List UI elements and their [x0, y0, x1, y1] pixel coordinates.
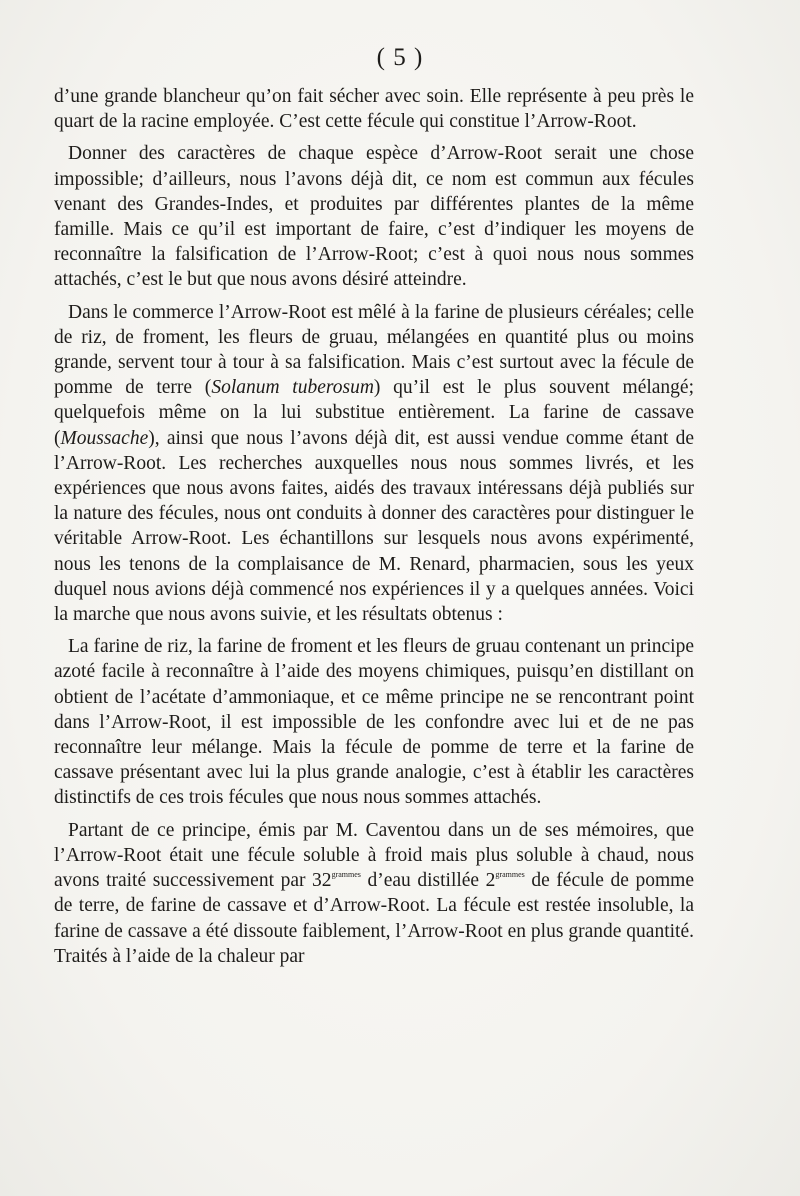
italic-term-moussache: Moussache	[60, 427, 149, 449]
paragraph-3-part-2: ) qu’il est le plus souvent mélangé; quelquefois même on la lui substitue entièrement. La farine de cassave (	[54, 377, 694, 449]
paragraph-3-part-3: ), ainsi que nous l’avons déjà dit, est aussi vendue comme étant de l’Arrow-Root. Les recherches auxquelles nous nous sommes livrés, et les expériences que nous avons faites, aidés des travaux intéressans déjà publiés sur la nature des fécules, nous ont conduits à donner des caractères pour distinguer le véritable Arrow-Root. Les échantillons sur lesquels nous avons expérimenté, nous les tenons de la complaisance de M. Renard, pharmacien, sous les yeux duquel nous avions déjà commencé nos expériences il y a quelques années. Voici la marche que nous avons suivie, et les résultats obtenus :	[54, 427, 694, 626]
paragraph-1: d’une grande blancheur qu’on fait sécher avec soin. Elle représente à peu près le quart de la racine employée. C’est cette fécule qui constitue l’Arrow-Root.	[54, 86, 694, 133]
paragraph-2: Donner des caractères de chaque espèce d’Arrow-Root serait une chose impossible; d’ailleurs, nous l’avons déjà dit, ce nom est commun aux fécules venant des Grandes-Indes, et produites par différentes plantes de la même famille. Mais ce qu’il est important de faire, c’est d’indiquer les moyens de reconnaître la falsification de l’Arrow-Root; c’est à quoi nous nous sommes attachés, c’est le but que nous avons désiré atteindre.	[54, 143, 694, 291]
paragraph-3-part-1: Dans le commerce l’Arrow-Root est mêlé à la farine de plusieurs céréales; celle de riz, de froment, les fleurs de gruau, mélangées en quantité plus ou moins grande, servent tour à tour à sa falsification. Mais c’est surtout avec la fécule de pomme de terre (	[54, 301, 694, 399]
paragraph-5-part-3: de fécule de pomme de terre, de farine de cassave et d’Arrow-Root. La fécule est restée insoluble, la farine de cassave a été dissoute faiblement, l’Arrow-Root en plus grande quantité. Traités à l’aide de la chaleur par	[54, 870, 694, 967]
paragraph-3	[54, 300, 694, 628]
unit-superscript: grammes	[331, 870, 361, 880]
paragraph-5-part-1: Partant de ce principe, émis par M. Caventou dans un de ses mémoires, que l’Arrow-Root était une fécule soluble à froid mais plus soluble à chaud, nous avons traité successivement par 32	[54, 819, 694, 892]
page-number: ( 5 )	[376, 44, 424, 71]
paragraph-4: La farine de riz, la farine de froment et les fleurs de gruau contenant un principe azoté facile à reconnaître à l’aide des moyens chimiques, puisqu’en distillant on obtient de l’acétate d’ammoniaque, et ce même principe ne se rencontrant point dans l’Arrow-Root, il est impossible de les confondre avec lui et de ne pas reconnaître leur mélange. Mais la fécule de pomme de terre et la farine de cassave présentant avec lui la plus grande analogie, c’est à établir les caractères distinctifs de ces trois fécules que nous nous sommes attachés.	[54, 636, 694, 809]
paragraph-5-part-2: d’eau distillée 2	[360, 870, 496, 892]
body-text	[54, 84, 694, 977]
italic-term-solanum: Solanum tuberosum	[211, 377, 374, 399]
paragraph-5	[54, 818, 694, 969]
unit-superscript: grammes	[495, 870, 525, 880]
